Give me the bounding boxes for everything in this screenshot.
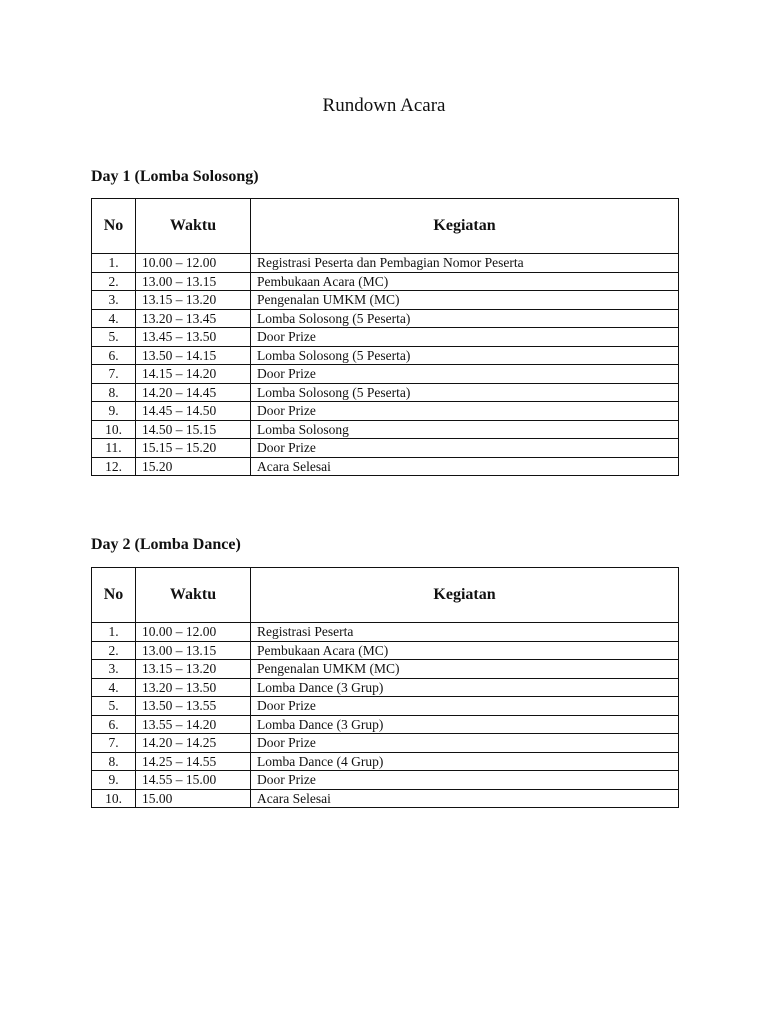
table-row (92, 789, 679, 808)
row-activity: Acara Selesai (251, 457, 679, 476)
row-activity: Lomba Solosong (5 Peserta) (251, 346, 679, 365)
row-number: 8. (92, 752, 136, 771)
row-activity: Registrasi Peserta dan Pembagian Nomor Peserta (251, 254, 679, 273)
row-number: 2. (92, 272, 136, 291)
row-time: 15.15 – 15.20 (136, 439, 251, 458)
table-row (92, 272, 679, 291)
day1-heading: Day 1 (Lomba Solosong) (91, 168, 259, 185)
row-activity: Door Prize (251, 328, 679, 347)
table-row (92, 439, 679, 458)
table-row (92, 254, 679, 273)
row-time: 14.20 – 14.25 (136, 734, 251, 753)
column-header-kegiatan: Kegiatan (251, 568, 679, 623)
day1-rundown-table (91, 198, 679, 476)
row-number: 7. (92, 734, 136, 753)
row-number: 5. (92, 328, 136, 347)
table-row (92, 309, 679, 328)
row-time: 13.00 – 13.15 (136, 641, 251, 660)
row-time: 14.15 – 14.20 (136, 365, 251, 384)
row-activity: Door Prize (251, 697, 679, 716)
row-time: 15.20 (136, 457, 251, 476)
row-time: 10.00 – 12.00 (136, 623, 251, 642)
row-time: 14.50 – 15.15 (136, 420, 251, 439)
row-activity: Registrasi Peserta (251, 623, 679, 642)
row-time: 13.15 – 13.20 (136, 660, 251, 679)
row-number: 5. (92, 697, 136, 716)
column-header-no: No (92, 199, 136, 254)
day2-table-body (92, 623, 679, 808)
row-activity: Lomba Solosong (251, 420, 679, 439)
row-time: 13.50 – 13.55 (136, 697, 251, 716)
table-header-row (92, 199, 679, 254)
table-row (92, 752, 679, 771)
table-row (92, 641, 679, 660)
row-number: 2. (92, 641, 136, 660)
row-number: 6. (92, 346, 136, 365)
row-time: 13.20 – 13.50 (136, 678, 251, 697)
row-number: 6. (92, 715, 136, 734)
row-number: 10. (92, 789, 136, 808)
table-row (92, 734, 679, 753)
row-time: 13.00 – 13.15 (136, 272, 251, 291)
row-activity: Lomba Dance (3 Grup) (251, 678, 679, 697)
table-row (92, 328, 679, 347)
row-time: 13.50 – 14.15 (136, 346, 251, 365)
column-header-waktu: Waktu (136, 199, 251, 254)
row-number: 3. (92, 660, 136, 679)
row-activity: Pengenalan UMKM (MC) (251, 660, 679, 679)
table-row (92, 402, 679, 421)
table-row (92, 420, 679, 439)
row-time: 13.15 – 13.20 (136, 291, 251, 310)
row-activity: Acara Selesai (251, 789, 679, 808)
row-activity: Door Prize (251, 365, 679, 384)
day2-rundown-table (91, 567, 679, 808)
row-activity: Lomba Solosong (5 Peserta) (251, 383, 679, 402)
row-activity: Door Prize (251, 402, 679, 421)
row-activity: Lomba Solosong (5 Peserta) (251, 309, 679, 328)
row-time: 10.00 – 12.00 (136, 254, 251, 273)
row-activity: Pembukaan Acara (MC) (251, 272, 679, 291)
row-activity: Door Prize (251, 734, 679, 753)
row-activity: Pengenalan UMKM (MC) (251, 291, 679, 310)
row-time: 13.55 – 14.20 (136, 715, 251, 734)
row-number: 9. (92, 402, 136, 421)
row-number: 7. (92, 365, 136, 384)
row-activity: Door Prize (251, 439, 679, 458)
row-number: 3. (92, 291, 136, 310)
row-time: 14.25 – 14.55 (136, 752, 251, 771)
row-number: 9. (92, 771, 136, 790)
table-header-row (92, 568, 679, 623)
row-activity: Pembukaan Acara (MC) (251, 641, 679, 660)
row-time: 13.20 – 13.45 (136, 309, 251, 328)
column-header-no: No (92, 568, 136, 623)
table-row (92, 697, 679, 716)
table-row (92, 715, 679, 734)
row-time: 14.55 – 15.00 (136, 771, 251, 790)
row-time: 13.45 – 13.50 (136, 328, 251, 347)
row-activity: Lomba Dance (4 Grup) (251, 752, 679, 771)
row-time: 14.20 – 14.45 (136, 383, 251, 402)
day2-heading: Day 2 (Lomba Dance) (91, 536, 241, 553)
table-row (92, 346, 679, 365)
table-row (92, 623, 679, 642)
table-row (92, 457, 679, 476)
row-number: 12. (92, 457, 136, 476)
row-activity: Door Prize (251, 771, 679, 790)
page-title: Rundown Acara (322, 95, 446, 116)
row-time: 15.00 (136, 789, 251, 808)
table-row (92, 365, 679, 384)
row-number: 10. (92, 420, 136, 439)
table-row (92, 771, 679, 790)
row-number: 4. (92, 678, 136, 697)
row-activity: Lomba Dance (3 Grup) (251, 715, 679, 734)
column-header-waktu: Waktu (136, 568, 251, 623)
table-row (92, 291, 679, 310)
row-time: 14.45 – 14.50 (136, 402, 251, 421)
row-number: 4. (92, 309, 136, 328)
day1-table-body (92, 254, 679, 476)
row-number: 8. (92, 383, 136, 402)
table-row (92, 660, 679, 679)
row-number: 1. (92, 623, 136, 642)
row-number: 1. (92, 254, 136, 273)
table-row (92, 383, 679, 402)
column-header-kegiatan: Kegiatan (251, 199, 679, 254)
row-number: 11. (92, 439, 136, 458)
table-row (92, 678, 679, 697)
